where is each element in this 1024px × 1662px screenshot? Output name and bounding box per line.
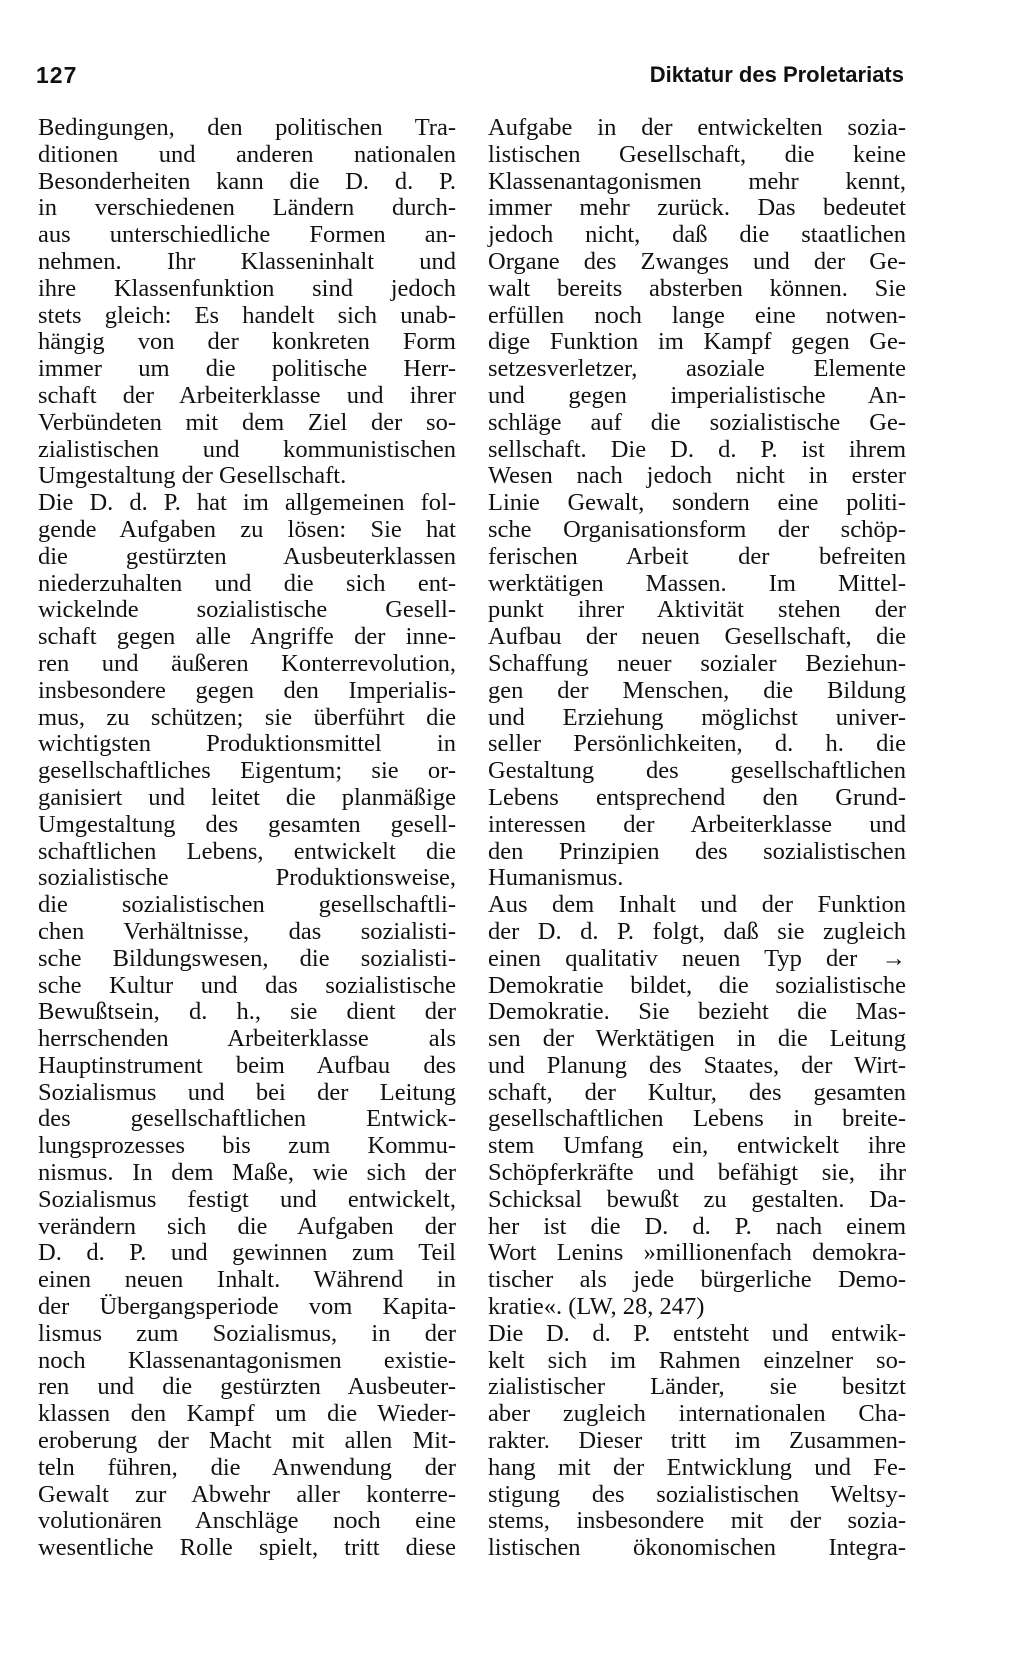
page-number: 127 [36,62,78,88]
text-line: wesentliche Rolle spielt, tritt diese [38,1534,456,1562]
text-line: Schicksal bewußt zu gestalten. Da- [488,1185,906,1213]
text-line: Klassenantagonismen mehr kennt, [488,167,906,195]
text-line: verändern sich die Aufgaben der [38,1212,456,1240]
running-head: Diktatur des Proletariats [649,62,904,87]
text-line: ferischen Arbeit der befreiten [488,542,906,570]
text-line: stets gleich: Es handelt sich unab- [38,301,456,329]
text-line: schaftlichen Lebens, entwickelt die [38,837,456,865]
text-line: teln führen, die Anwendung der [38,1453,456,1481]
text-line: setzesverletzer, asoziale Elemente [488,355,906,383]
text-line: werktätigen Massen. Im Mittel- [488,569,906,597]
text-line: herrschenden Arbeiterklasse als [38,1025,456,1053]
text-line: sche Organisationsform der schöp- [488,515,906,543]
text-line: lungsprozesses bis zum Kommu- [38,1132,456,1160]
text-line: Verbündeten mit dem Ziel der so- [38,408,456,436]
text-line: nismus. In dem Maße, wie sich der [38,1159,456,1187]
text-line: wichtigsten Produktionsmittel in [38,730,456,758]
text-line: sche Kultur und das sozialistische [38,971,456,999]
text-line: schaft, der Kultur, des gesamten [488,1078,906,1106]
text-line: insbesondere gegen den Imperialis- [38,676,456,704]
text-line: ren und äußeren Konterrevolution, [38,649,456,677]
text-line: jedoch nicht, daß die staatlichen [488,221,906,249]
text-line: Wort Lenins »millionenfach demokra- [488,1239,906,1267]
text-line: Aufbau der neuen Gesellschaft, die [488,623,906,651]
text-line: rakter. Dieser tritt im Zusammen- [488,1427,906,1455]
text-line: einen qualitativ neuen Typ der → [488,944,906,972]
text-line: Gewalt zur Abwehr aller konterre- [38,1480,456,1508]
text-line: schläge auf die sozialistische Ge- [488,408,906,436]
text-line: Hauptinstrument beim Aufbau des [38,1051,456,1079]
text-line: Humanismus. [488,864,624,892]
text-line: niederzuhalten und die sich ent- [38,569,456,597]
text-line: und Planung des Staates, der Wirt- [488,1051,906,1079]
text-line: immer um die politische Herr- [38,355,456,383]
text-line: mus, zu schützen; sie überführt die [38,703,456,731]
text-line: punkt ihrer Aktivität stehen der [488,596,906,624]
text-line: Demokratie bildet, die sozialistische [488,971,906,999]
text-line: und Erziehung möglichst univer- [488,703,906,731]
text-line: Linie Gewalt, sondern eine politi- [488,489,906,517]
text-line: des gesellschaftlichen Entwick- [38,1105,456,1133]
text-line: hang mit der Entwicklung und Fe- [488,1453,906,1481]
left-column [38,115,456,1562]
text-line: Schaffung neuer sozialer Beziehun- [488,649,906,677]
text-line: zialistischen und kommunistischen [38,435,456,463]
text-line: die gestürzten Ausbeuterklassen [38,542,456,570]
text-line: gen der Menschen, die Bildung [488,676,906,704]
text-line: klassen den Kampf um die Wieder- [38,1400,456,1428]
text-line: sozialistische Produktionsweise, [38,864,456,892]
text-line: den Prinzipien des sozialistischen [488,837,906,865]
text-line: gesellschaftlichen Lebens in breite- [488,1105,906,1133]
text-line: Organe des Zwanges und der Ge- [488,247,906,275]
text-line: Die D. d. P. entsteht und entwik- [488,1319,906,1347]
text-line: chen Verhältnisse, das sozialisti- [38,917,456,945]
text-line: Umgestaltung des gesamten gesell- [38,810,456,838]
text-line: tischer als jede bürgerliche Demo- [488,1266,906,1294]
text-line: ganisiert und leitet die planmäßige [38,783,456,811]
text-line: stigung des sozialistischen Weltsy- [488,1480,906,1508]
text-line: lismus zum Sozialismus, in der [38,1319,456,1347]
text-line: kratie«. (LW, 28, 247) [488,1293,705,1321]
text-line: Die D. d. P. hat im allgemeinen fol- [38,489,456,517]
text-line: immer mehr zurück. Das bedeutet [488,194,906,222]
text-line: Aus dem Inhalt und der Funktion [488,891,906,919]
text-line: listischen ökonomischen Integra- [488,1534,906,1562]
text-line: ren und die gestürzten Ausbeuter- [38,1373,456,1401]
text-line: der D. d. P. folgt, daß sie zugleich [488,917,906,945]
text-line: Sozialismus und bei der Leitung [38,1078,456,1106]
text-line: nehmen. Ihr Klasseninhalt und [38,247,456,275]
text-line: stem Umfang ein, entwickelt ihre [488,1132,906,1160]
text-line: der Übergangsperiode vom Kapita- [38,1293,456,1321]
text-line: noch Klassenantagonismen existie- [38,1346,456,1374]
text-line: Umgestaltung der Gesellschaft. [38,462,347,490]
text-line: Sozialismus festigt und entwickelt, [38,1185,456,1213]
text-line: in verschiedenen Ländern durch- [38,194,456,222]
text-line: Besonderheiten kann die D. d. P. [38,167,456,195]
text-line: interessen der Arbeiterklasse und [488,810,906,838]
text-line: aus unterschiedliche Formen an- [38,221,456,249]
text-line: eroberung der Macht mit allen Mit- [38,1427,456,1455]
text-line: seller Persönlichkeiten, d. h. die [488,730,906,758]
text-line: und gegen imperialistische An- [488,381,906,409]
text-line: gende Aufgaben zu lösen: Sie hat [38,515,456,543]
text-line: volutionären Anschläge noch eine [38,1507,456,1535]
text-line: Schöpferkräfte und befähigt sie, ihr [488,1159,906,1187]
text-line: ditionen und anderen nationalen [38,140,456,168]
text-line: listischen Gesellschaft, die keine [488,140,906,168]
text-line: sche Bildungswesen, die sozialisti- [38,944,456,972]
text-line: Bedingungen, den politischen Tra- [38,114,456,141]
text-line: Lebens entsprechend den Grund- [488,783,906,811]
text-line: schaft gegen alle Angriffe der inne- [38,623,456,651]
text-line: D. d. P. und gewinnen zum Teil [38,1239,456,1267]
text-line: sellschaft. Die D. d. P. ist ihrem [488,435,906,463]
text-line: her ist die D. d. P. nach einem [488,1212,906,1240]
text-line: einen neuen Inhalt. Während in [38,1266,456,1294]
text-line: Gestaltung des gesellschaftlichen [488,757,906,785]
text-line: Bewußtsein, d. h., sie dient der [38,998,456,1026]
text-line: gesellschaftliches Eigentum; sie or- [38,757,456,785]
text-line: erfüllen noch lange eine notwen- [488,301,906,329]
text-line: dige Funktion im Kampf gegen Ge- [488,328,906,356]
text-line: walt bereits absterben können. Sie [488,274,906,302]
text-line: Demokratie. Sie bezieht die Mas- [488,998,906,1026]
text-line: kelt sich im Rahmen einzelner so- [488,1346,906,1374]
text-line: stems, insbesondere mit der sozia- [488,1507,906,1535]
text-line: ihre Klassenfunktion sind jedoch [38,274,456,302]
text-line: Aufgabe in der entwickelten sozia- [488,114,906,141]
text-line: Wesen nach jedoch nicht in erster [488,462,906,490]
text-line: hängig von der konkreten Form [38,328,456,356]
text-line: die sozialistischen gesellschaftli- [38,891,456,919]
text-line: zialistischer Länder, sie besitzt [488,1373,906,1401]
text-line: wickelnde sozialistische Gesell- [38,596,456,624]
right-column [488,115,906,1562]
text-line: sen der Werktätigen in die Leitung [488,1025,906,1053]
text-line: aber zugleich internationalen Cha- [488,1400,906,1428]
text-line: schaft der Arbeiterklasse und ihrer [38,381,456,409]
